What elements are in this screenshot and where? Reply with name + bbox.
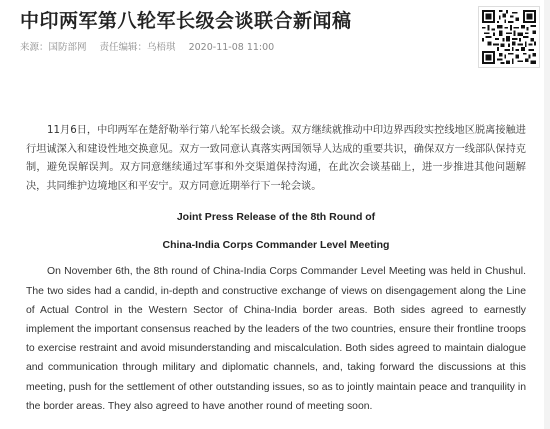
english-heading-line2: China-India Corps Commander Level Meeting xyxy=(162,239,390,252)
article-source[interactable]: 来源：国防部网 xyxy=(20,42,87,53)
english-paragraph: On November 6th, the 8th round of China-India Corps Commander Level Meeting was held in Chushul. The two sides had a candid, in-depth and constructive exchange of views on disengagement along the Line of Actual Control in the Western Sector of China-India border areas. Both sides agreed to earnestly implement the important consensus reached by the leaders of the two countries, ensure their frontline troops to exercise restraint and avoid misunderstanding and miscalculation. Both sides agreed to maintain dialogue and communication through military and diplomatic channels, and, taking forward the discussions at this meeting, push for the settlement of other outstanding issues, so as to jointly maintain peace and tranquility in the border areas. They also agreed to have another round of meeting soon. xyxy=(26,266,526,412)
article-header xyxy=(20,8,440,55)
qr-code-icon xyxy=(482,10,536,64)
article-meta xyxy=(20,41,440,55)
english-heading-line1: Joint Press Release of the 8th Round of xyxy=(176,211,376,224)
qr-code[interactable] xyxy=(478,6,540,68)
article-editor: 责任编辑：乌梧琪 xyxy=(99,42,176,53)
right-gutter xyxy=(544,0,550,429)
article-datetime: 2020-11-08 11:00 xyxy=(188,42,275,53)
article-title: 中印两军第八轮军长级会谈联合新闻稿 xyxy=(20,10,352,32)
article-body xyxy=(26,122,526,416)
chinese-paragraph: 11月6日，中印两军在楚舒勒举行第八轮军长级会谈。双方继续就推动中印边界西段实控线地区脱离接触进行坦诚深入和建设性地交换意见。双方一致同意认真落实两国领导人达成的重要共识，确保双方一线部队保持克制，避免误解误判。双方同意继续通过军事和外交渠道保持沟通，在此次会谈基础上，进一步推进其他问题解决，共同维护边境地区和平安宁。双方同意近期举行下一轮会谈。 xyxy=(26,125,526,192)
